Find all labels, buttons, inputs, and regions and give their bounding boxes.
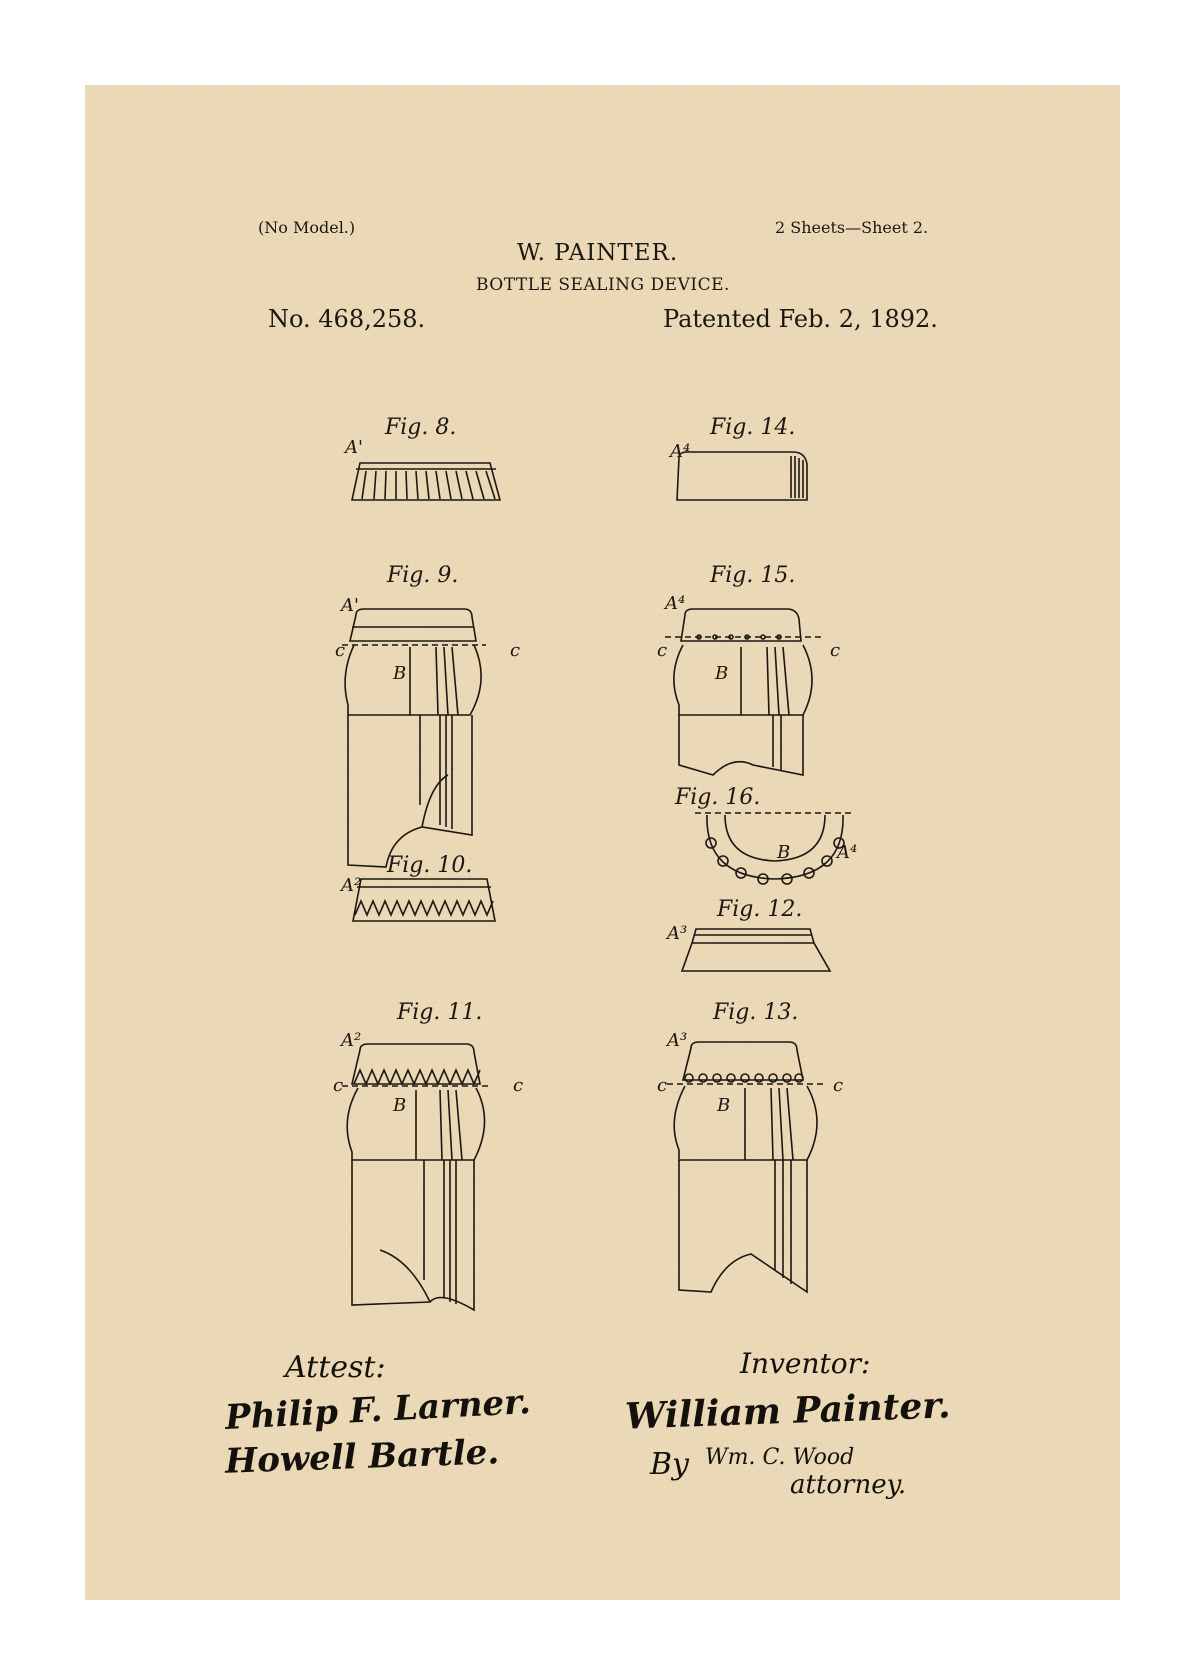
witness-signature-2: Howell Bartle. <box>224 1432 500 1482</box>
fig9-label: Fig. 9. <box>387 563 459 588</box>
fig9-ref-a1: A' <box>341 595 359 616</box>
fig13-ref-b: B <box>717 1095 731 1116</box>
fig15-ref-c-right: c <box>830 640 841 661</box>
fig16-cross-section-drawing <box>685 807 865 887</box>
fig13-ref-c-left: c <box>657 1075 668 1096</box>
fig15-ref-b: B <box>715 663 729 684</box>
fig16-ref-b: B <box>777 842 791 863</box>
witness-signature-1: Philip F. Larner. <box>224 1382 532 1438</box>
fig10-ref-a2: A² <box>341 875 362 896</box>
fig14-cap-blank-drawing <box>675 450 815 505</box>
invention-title: BOTTLE SEALING DEVICE. <box>476 275 730 295</box>
fig11-label: Fig. 11. <box>397 1000 483 1025</box>
fig15-ref-a4: A⁴ <box>665 593 686 614</box>
fig15-capped-bottle-drawing <box>663 605 833 795</box>
fig16-label: Fig. 16. <box>675 785 761 810</box>
fig13-label: Fig. 13. <box>713 1000 799 1025</box>
fig16-ref-a4: A⁴ <box>837 842 858 863</box>
fig11-ref-c-left: c <box>333 1075 344 1096</box>
fig8-crown-cap-drawing <box>350 455 510 505</box>
fig12-label: Fig. 12. <box>717 897 803 922</box>
attorney-signature: Wm. C. Wood <box>705 1445 855 1470</box>
fig13-capped-bottle-drawing <box>665 1040 835 1310</box>
fig15-ref-c-left: c <box>657 640 668 661</box>
fig9-ref-c-left: c <box>335 640 346 661</box>
attest-label: Attest: <box>285 1350 386 1385</box>
fig11-ref-c-right: c <box>513 1075 524 1096</box>
sheet-note: 2 Sheets—Sheet 2. <box>775 218 929 237</box>
model-note: (No Model.) <box>258 218 356 237</box>
fig12-cap-drawing <box>680 925 840 975</box>
patent-date: Patented Feb. 2, 1892. <box>663 305 938 333</box>
fig11-ref-a2: A² <box>341 1030 362 1051</box>
fig10-label: Fig. 10. <box>387 853 473 878</box>
inventor-name: W. PAINTER. <box>517 240 679 266</box>
fig9-ref-b: B <box>393 663 407 684</box>
attorney-label: attorney. <box>790 1470 907 1500</box>
fig8-ref-a1: A' <box>345 437 363 458</box>
fig15-label: Fig. 15. <box>710 563 796 588</box>
inventor-signature: William Painter. <box>624 1384 952 1438</box>
patent-sheet <box>85 85 1120 1600</box>
fig12-ref-a3: A³ <box>667 923 688 944</box>
by-label: By <box>650 1447 689 1482</box>
fig14-label: Fig. 14. <box>710 415 796 440</box>
fig14-ref-a4: A⁴ <box>670 441 691 462</box>
inventor-label: Inventor: <box>740 1347 871 1380</box>
patent-number: No. 468,258. <box>268 305 426 333</box>
fig11-capped-bottle-drawing <box>340 1040 510 1320</box>
fig8-flutes <box>362 471 495 499</box>
fig11-ref-b: B <box>393 1095 407 1116</box>
fig13-ref-a3: A³ <box>667 1030 688 1051</box>
fig13-crimp-beads <box>685 1074 803 1082</box>
fig9-ref-c-right: c <box>510 640 521 661</box>
fig13-ref-c-right: c <box>833 1075 844 1096</box>
fig9-capped-bottle-drawing <box>340 605 500 875</box>
fig10-serrated-cap-drawing <box>347 875 507 930</box>
fig8-label: Fig. 8. <box>385 415 457 440</box>
